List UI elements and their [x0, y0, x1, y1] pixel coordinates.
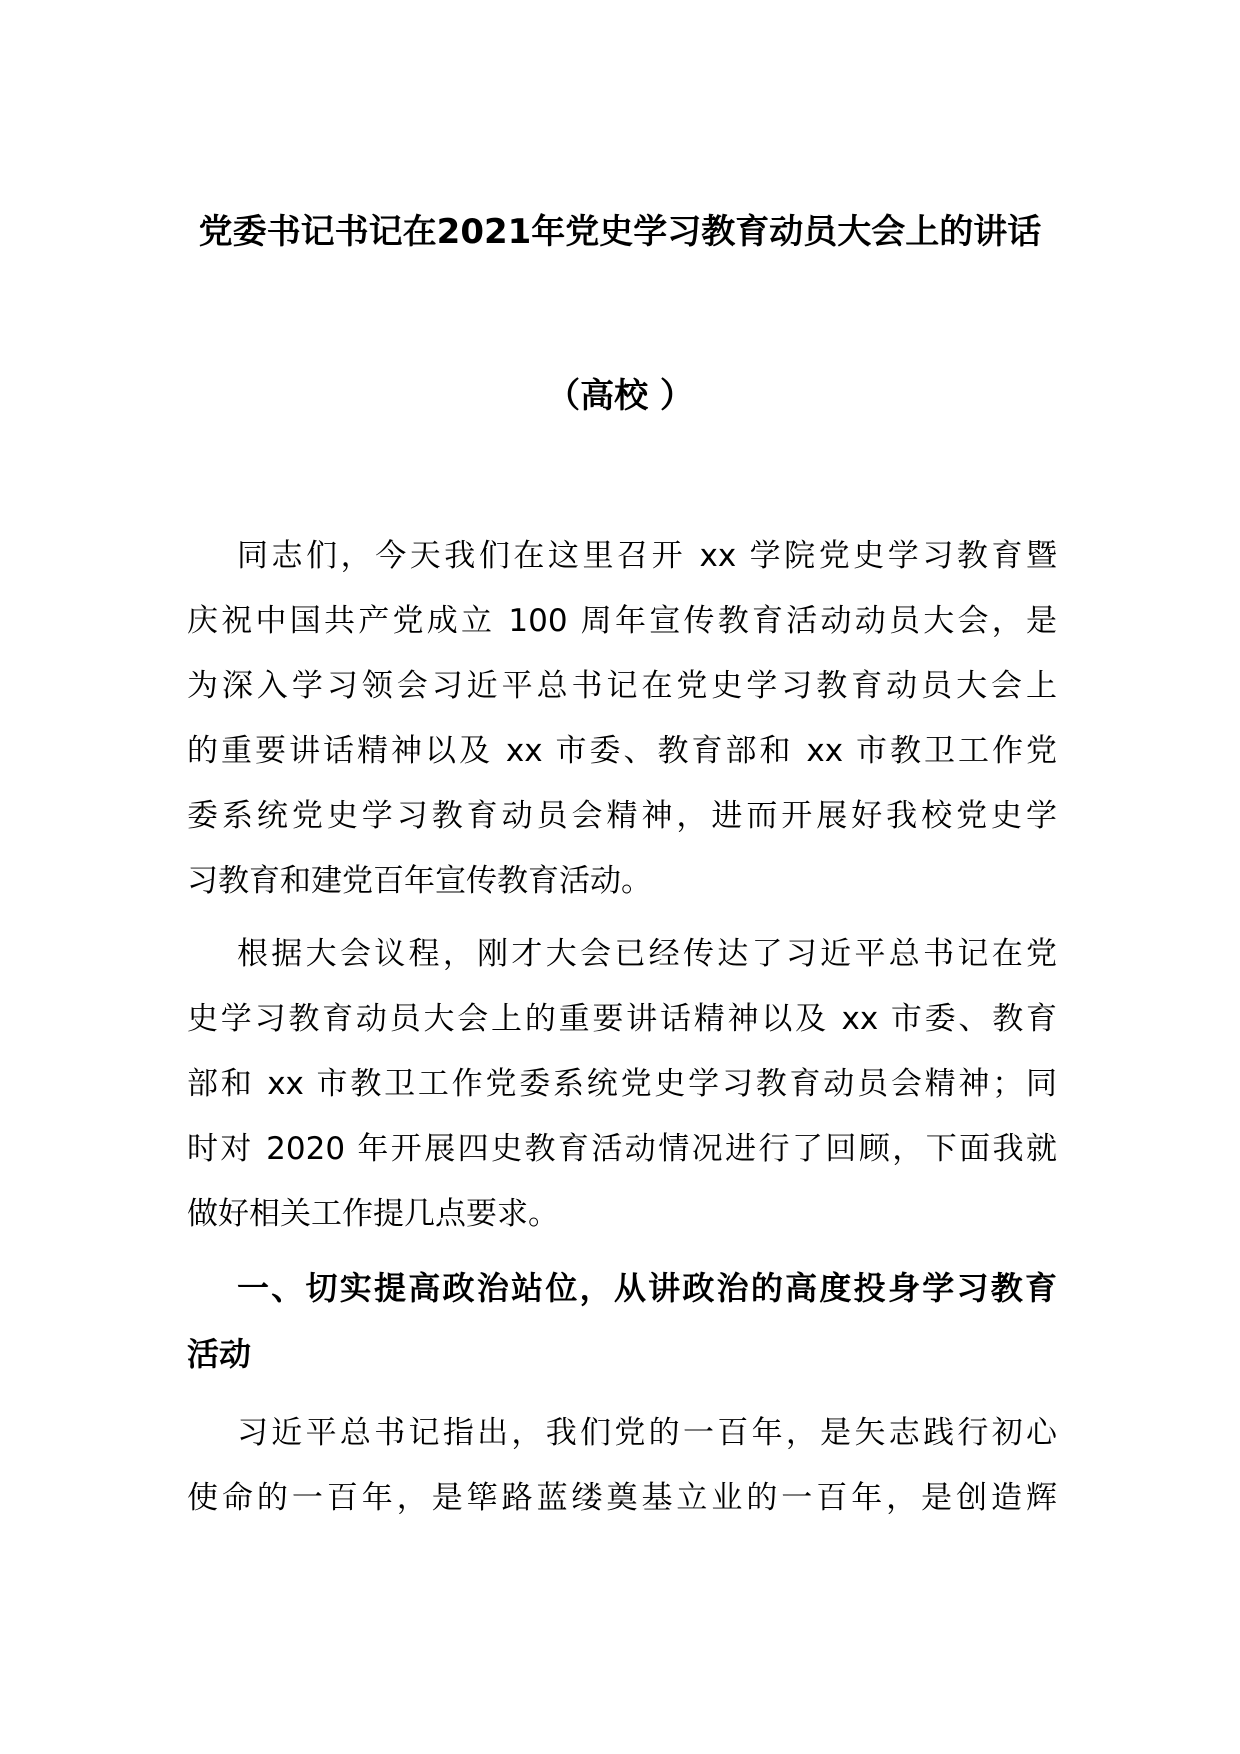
paragraph-line: 根据大会议程，刚才大会已经传达了习近平总书记在党	[237, 936, 1057, 972]
paragraph-line: 为深入学习领会习近平总书记在党史学习教育动员大会上	[187, 668, 1057, 704]
paragraph-line: 使命的一百年，是筚路蓝缕奠基立业的一百年，是创造辉	[187, 1480, 1057, 1516]
document-subtitle: （高校 ）	[546, 376, 694, 416]
paragraph-line: 史学习教育动员大会上的重要讲话精神以及 xx 市委、教育	[187, 1001, 1057, 1037]
paragraph-line: 做好相关工作提几点要求。	[187, 1196, 559, 1232]
document-title: 党委书记书记在2021年党史学习教育动员大会上的讲话	[198, 212, 1042, 252]
paragraph-line: 时对 2020 年开展四史教育活动情况进行了回顾，下面我就	[187, 1131, 1057, 1167]
section-heading-line: 一、切实提高政治站位，从讲政治的高度投身学习教育	[237, 1269, 1057, 1307]
paragraph-line: 庆祝中国共产党成立 100 周年宣传教育活动动员大会，是	[187, 603, 1057, 639]
paragraph-line: 部和 xx 市教卫工作党委系统党史学习教育动员会精神；同	[187, 1066, 1057, 1102]
paragraph-line: 的重要讲话精神以及 xx 市委、教育部和 xx 市教卫工作党	[187, 733, 1057, 769]
paragraph-line: 委系统党史学习教育动员会精神，进而开展好我校党史学	[187, 798, 1057, 834]
paragraph-line: 习教育和建党百年宣传教育活动。	[187, 863, 652, 899]
paragraph-line: 习近平总书记指出，我们党的一百年，是矢志践行初心	[237, 1415, 1057, 1451]
paragraph-line: 同志们，今天我们在这里召开 xx 学院党史学习教育暨	[237, 538, 1057, 574]
section-heading-line: 活动	[187, 1335, 252, 1373]
